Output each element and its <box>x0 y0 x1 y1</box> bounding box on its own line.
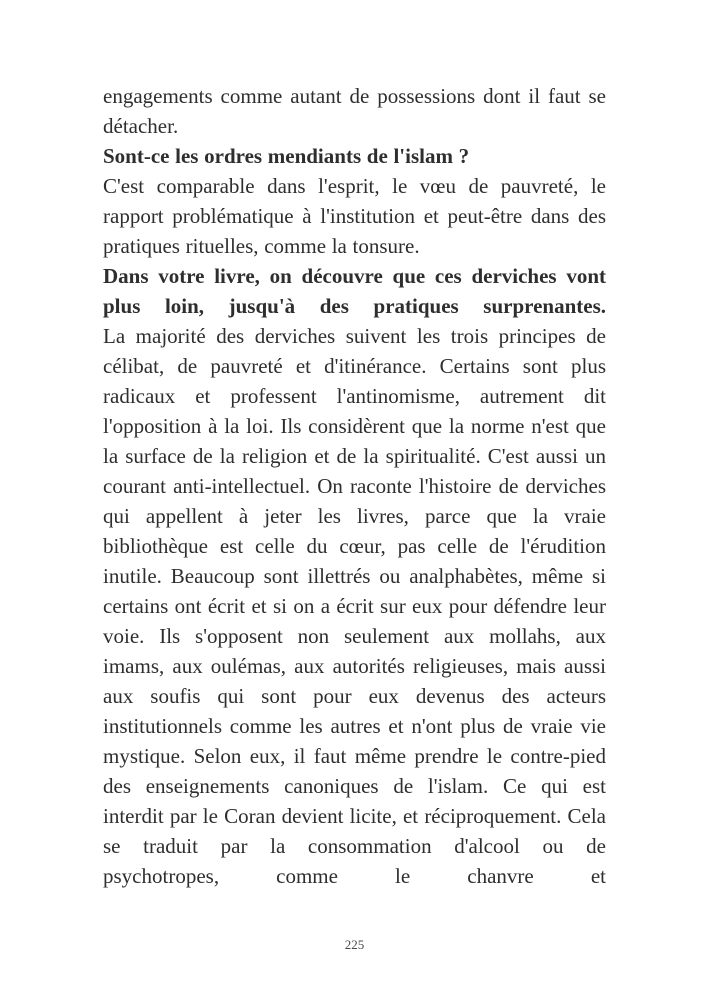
body-paragraph: C'est comparable dans l'esprit, le vœu de pauvreté, le rapport problématique à l'institution et peut-être dans des pratiques rituelles, comme la tonsure. <box>103 174 606 258</box>
body-paragraph: La majorité des derviches suivent les trois principes de célibat, de pauvreté et d'itinérance. Certains sont plus radicaux et professent l'antinomisme, autrement dit l'opposition à la loi. Ils considèrent que la norme n'est que la surface de la religion et de la spiritualité. C'est aussi un courant anti-intellectuel. On raconte l'histoire de derviches qui appellent à jeter les livres, parce que la vraie bibliothèque est celle du cœur, pas celle de l'érudition inutile. Beaucoup sont illettrés ou analphabètes, même si certains ont écrit et si on a écrit sur eux pour défendre leur voie. Ils s'opposent non seulement aux mollahs, aux imams, aux oulémas, aux autorités religieuses, mais aussi aux soufis qui sont pour eux devenus des acteurs institutionnels comme les autres et n'ont plus de vraie vie mystique. Selon eux, il faut même prendre le contre-pied des enseignements canoniques de l'islam. Ce qui est interdit par le Coran devient licite, et réciproquement. Cela se traduit par la consommation d'alcool ou de psychotropes, comme le chanvre et <box>103 324 606 888</box>
interview-question: Sont-ce les ordres mendiants de l'islam ? <box>103 144 470 168</box>
page-number: 225 <box>344 937 365 952</box>
text-column <box>103 81 606 891</box>
interview-question: Dans votre livre, on découvre que ces derviches vont plus loin, jusqu'à des pratiques surprenantes. <box>103 264 606 318</box>
body-paragraph-continued: engagements comme autant de possessions dont il faut se détacher. <box>103 84 606 138</box>
